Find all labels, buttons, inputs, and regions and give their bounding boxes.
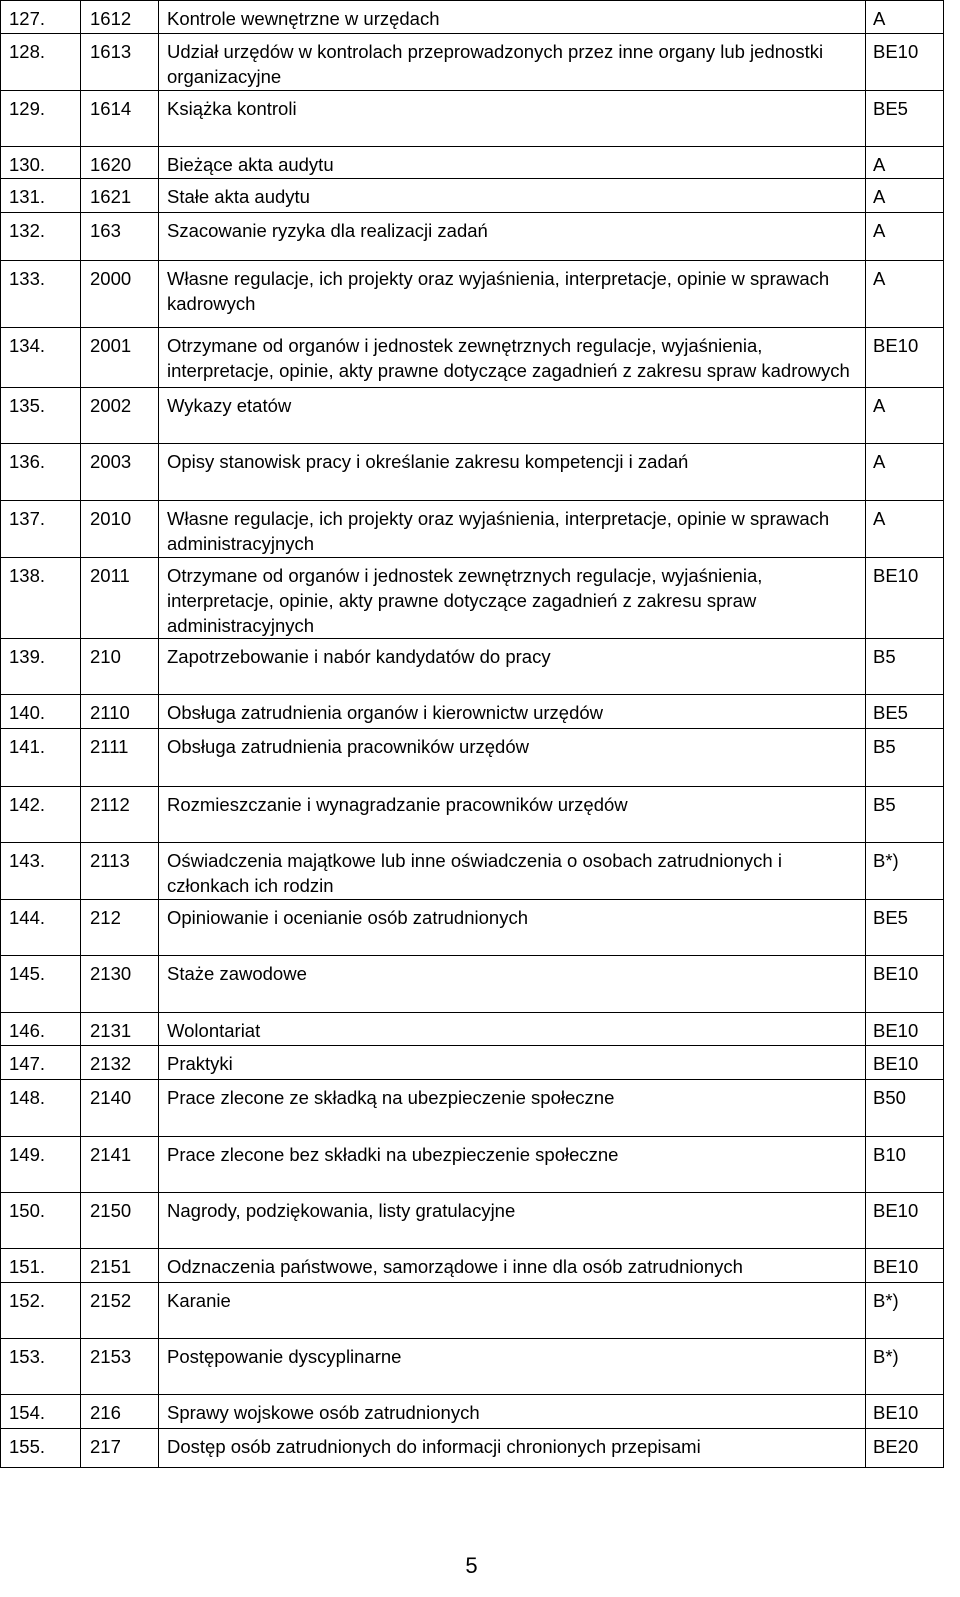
table-row (1, 558, 944, 639)
row-symbol: 2153 (81, 1339, 159, 1395)
table-body (1, 1, 944, 1468)
row-symbol: 216 (81, 1395, 159, 1429)
row-number: 132. (1, 213, 81, 261)
row-name: Stałe akta audytu (159, 179, 866, 213)
row-number: 135. (1, 388, 81, 444)
row-symbol: 2113 (81, 843, 159, 900)
row-symbol: 2010 (81, 501, 159, 558)
row-number: 139. (1, 639, 81, 695)
row-category: A (866, 261, 944, 328)
row-category: B5 (866, 639, 944, 695)
row-name: Karanie (159, 1283, 866, 1339)
row-name: Oświadczenia majątkowe lub inne oświadczenia o osobach zatrudnionych i członkach ich rodzin (159, 843, 866, 900)
row-name: Wykazy etatów (159, 388, 866, 444)
row-category: BE10 (866, 558, 944, 639)
row-symbol: 2002 (81, 388, 159, 444)
row-symbol: 217 (81, 1429, 159, 1468)
row-category: BE10 (866, 1395, 944, 1429)
row-name: Własne regulacje, ich projekty oraz wyjaśnienia, interpretacje, opinie w sprawach administracyjnych (159, 501, 866, 558)
row-number: 152. (1, 1283, 81, 1339)
row-name: Postępowanie dyscyplinarne (159, 1339, 866, 1395)
row-category: A (866, 501, 944, 558)
row-symbol: 210 (81, 639, 159, 695)
row-category: BE10 (866, 1046, 944, 1080)
table-row (1, 729, 944, 787)
row-symbol: 2151 (81, 1249, 159, 1283)
row-category: A (866, 147, 944, 179)
row-symbol: 2130 (81, 956, 159, 1013)
row-category: BE10 (866, 1013, 944, 1046)
row-number: 144. (1, 900, 81, 956)
row-name: Książka kontroli (159, 91, 866, 147)
row-number: 151. (1, 1249, 81, 1283)
row-number: 131. (1, 179, 81, 213)
row-symbol: 2003 (81, 444, 159, 501)
row-category: A (866, 388, 944, 444)
row-category: A (866, 213, 944, 261)
row-category: B5 (866, 787, 944, 843)
table-row (1, 1283, 944, 1339)
table-row (1, 787, 944, 843)
row-symbol: 1621 (81, 179, 159, 213)
table-row (1, 1046, 944, 1080)
row-name: Opiniowanie i ocenianie osób zatrudnionych (159, 900, 866, 956)
row-category: BE10 (866, 328, 944, 388)
row-name: Obsługa zatrudnienia pracowników urzędów (159, 729, 866, 787)
row-number: 138. (1, 558, 81, 639)
row-number: 149. (1, 1137, 81, 1193)
row-symbol: 1620 (81, 147, 159, 179)
row-name: Otrzymane od organów i jednostek zewnętrznych regulacje, wyjaśnienia, interpretacje, opinie, akty prawne dotyczące zagadnień z zakresu spraw kadrowych (159, 328, 866, 388)
row-number: 127. (1, 1, 81, 34)
table-row (1, 444, 944, 501)
table-row (1, 1013, 944, 1046)
row-number: 136. (1, 444, 81, 501)
row-name: Obsługa zatrudnienia organów i kierownictw urzędów (159, 695, 866, 729)
row-symbol: 1614 (81, 91, 159, 147)
table-row (1, 695, 944, 729)
row-symbol: 212 (81, 900, 159, 956)
row-category: BE5 (866, 91, 944, 147)
row-number: 155. (1, 1429, 81, 1468)
row-number: 142. (1, 787, 81, 843)
row-symbol: 2132 (81, 1046, 159, 1080)
row-symbol: 2000 (81, 261, 159, 328)
row-symbol: 2001 (81, 328, 159, 388)
row-number: 150. (1, 1193, 81, 1249)
table-row (1, 328, 944, 388)
row-number: 128. (1, 34, 81, 91)
row-symbol: 2011 (81, 558, 159, 639)
table-row (1, 388, 944, 444)
table-row (1, 179, 944, 213)
row-number: 137. (1, 501, 81, 558)
row-name: Dostęp osób zatrudnionych do informacji chronionych przepisami (159, 1429, 866, 1468)
row-symbol: 163 (81, 213, 159, 261)
row-symbol: 2152 (81, 1283, 159, 1339)
row-symbol: 2110 (81, 695, 159, 729)
row-number: 153. (1, 1339, 81, 1395)
row-category: A (866, 179, 944, 213)
row-symbol: 2141 (81, 1137, 159, 1193)
row-category: BE5 (866, 695, 944, 729)
row-name: Otrzymane od organów i jednostek zewnętrznych regulacje, wyjaśnienia, interpretacje, opinie, akty prawne dotyczące zagadnień z zakresu spraw administracyjnych (159, 558, 866, 639)
row-number: 147. (1, 1046, 81, 1080)
table-row (1, 501, 944, 558)
table-row (1, 1, 944, 34)
row-category: BE10 (866, 1249, 944, 1283)
row-category: BE10 (866, 1193, 944, 1249)
row-name: Opisy stanowisk pracy i określanie zakresu kompetencji i zadań (159, 444, 866, 501)
row-name: Praktyki (159, 1046, 866, 1080)
row-category: A (866, 444, 944, 501)
table-row (1, 1193, 944, 1249)
row-category: B*) (866, 843, 944, 900)
table-row (1, 261, 944, 328)
table-row (1, 147, 944, 179)
row-name: Prace zlecone bez składki na ubezpieczenie społeczne (159, 1137, 866, 1193)
table-row (1, 91, 944, 147)
row-number: 148. (1, 1080, 81, 1137)
row-number: 146. (1, 1013, 81, 1046)
row-symbol: 1612 (81, 1, 159, 34)
row-name: Sprawy wojskowe osób zatrudnionych (159, 1395, 866, 1429)
row-symbol: 2150 (81, 1193, 159, 1249)
row-category: B10 (866, 1137, 944, 1193)
table-row (1, 900, 944, 956)
row-category: B50 (866, 1080, 944, 1137)
row-name: Udział urzędów w kontrolach przeprowadzonych przez inne organy lub jednostki organizacyjne (159, 34, 866, 91)
row-name: Własne regulacje, ich projekty oraz wyjaśnienia, interpretacje, opinie w sprawach kadrowych (159, 261, 866, 328)
table-row (1, 639, 944, 695)
row-number: 140. (1, 695, 81, 729)
row-symbol: 1613 (81, 34, 159, 91)
table-row (1, 843, 944, 900)
row-name: Odznaczenia państwowe, samorządowe i inne dla osób zatrudnionych (159, 1249, 866, 1283)
row-name: Nagrody, podziękowania, listy gratulacyjne (159, 1193, 866, 1249)
row-category: BE10 (866, 34, 944, 91)
table-row (1, 1249, 944, 1283)
row-name: Prace zlecone ze składką na ubezpieczenie społeczne (159, 1080, 866, 1137)
table-row (1, 1080, 944, 1137)
row-number: 143. (1, 843, 81, 900)
row-category: BE5 (866, 900, 944, 956)
row-number: 154. (1, 1395, 81, 1429)
row-number: 134. (1, 328, 81, 388)
row-category: BE20 (866, 1429, 944, 1468)
page-number: 5 (465, 1553, 478, 1578)
row-name: Szacowanie ryzyka dla realizacji zadań (159, 213, 866, 261)
row-symbol: 2112 (81, 787, 159, 843)
row-number: 145. (1, 956, 81, 1013)
row-number: 141. (1, 729, 81, 787)
row-symbol: 2111 (81, 729, 159, 787)
table-row (1, 956, 944, 1013)
row-symbol: 2131 (81, 1013, 159, 1046)
row-category: BE10 (866, 956, 944, 1013)
row-name: Staże zawodowe (159, 956, 866, 1013)
row-number: 129. (1, 91, 81, 147)
row-name: Kontrole wewnętrzne w urzędach (159, 1, 866, 34)
row-category: B*) (866, 1283, 944, 1339)
row-name: Wolontariat (159, 1013, 866, 1046)
row-number: 130. (1, 147, 81, 179)
row-category: B5 (866, 729, 944, 787)
row-number: 133. (1, 261, 81, 328)
table-row (1, 213, 944, 261)
row-name: Bieżące akta audytu (159, 147, 866, 179)
row-category: B*) (866, 1339, 944, 1395)
row-symbol: 2140 (81, 1080, 159, 1137)
table-row (1, 1429, 944, 1468)
table-row (1, 34, 944, 91)
row-name: Rozmieszczanie i wynagradzanie pracowników urzędów (159, 787, 866, 843)
table-row (1, 1339, 944, 1395)
table-row (1, 1137, 944, 1193)
row-category: A (866, 1, 944, 34)
table-row (1, 1395, 944, 1429)
row-name: Zapotrzebowanie i nabór kandydatów do pracy (159, 639, 866, 695)
